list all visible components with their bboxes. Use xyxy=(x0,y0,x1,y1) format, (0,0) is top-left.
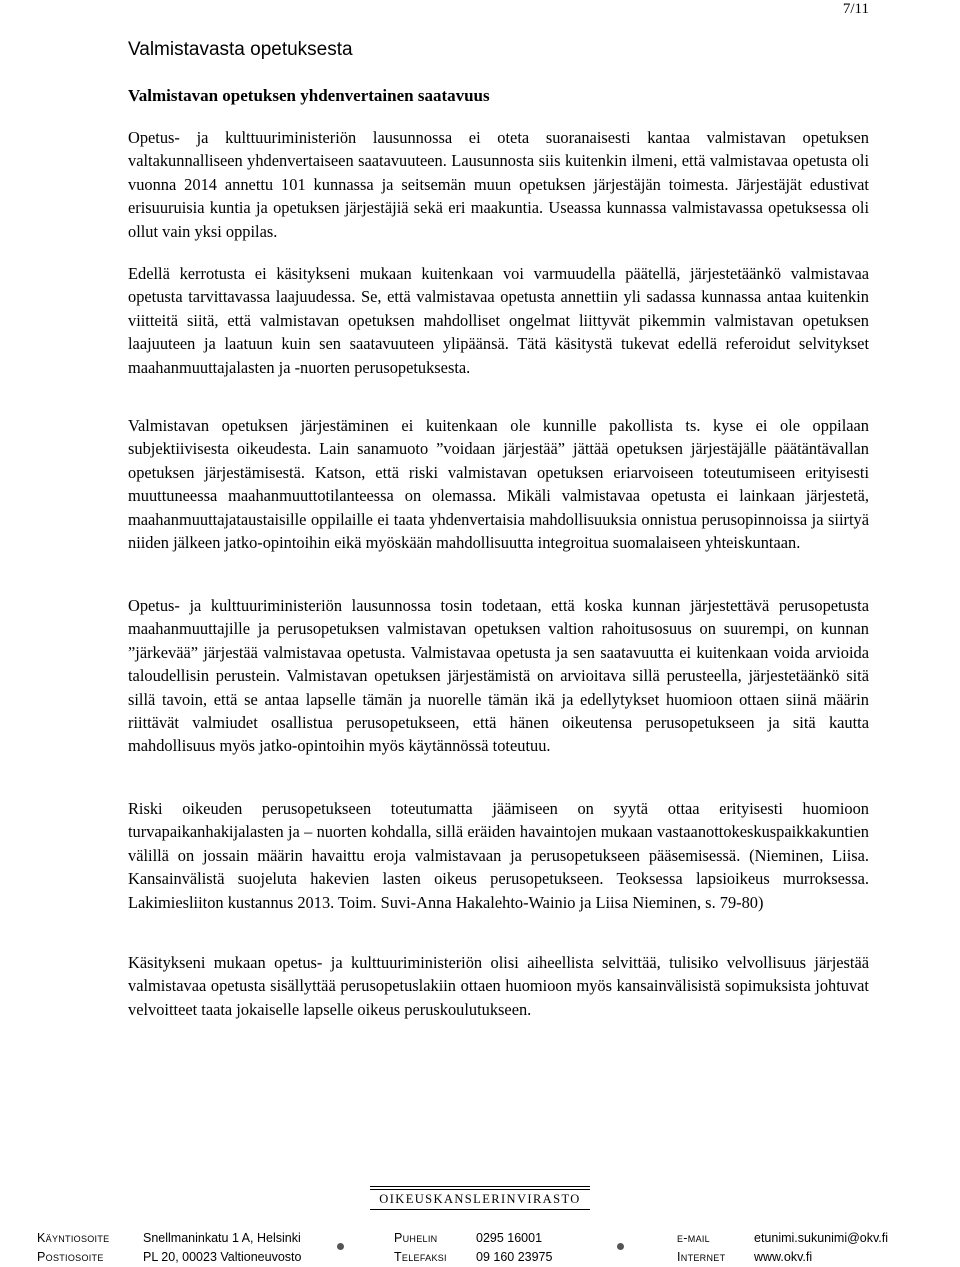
footer-contact-values xyxy=(754,1229,888,1267)
footer-address-labels xyxy=(37,1229,109,1267)
paragraph: Valmistavan opetuksen järjestäminen ei kuitenkaan ole kunnille pakollista ts. kyse ei ole oppilaan subjektiivisesta oikeudesta. Lain sanamuoto ”voidaan järjestää” jättää opetuksen järjestäjälle päätäntävallan opetuksen järjestämisestä. Katson, että riski valmistavan opetuksen eriarvoiseen toteutumiseen erityisesti muuttuneessa maahanmuuttotilanteessa on olemassa. Mikäli valmistavaa opetusta ei lainkaan järjestetä, maahanmuuttajataustaisille oppilaille ei taata yhdenvertaisia mahdollisuuksia onnistua perusopinnoissa ja siirtyä niiden jälkeen jatko-opintoihin eikä myöskään mahdollisuutta integroitua suomalaiseen yhteiskuntaan. xyxy=(128,416,869,553)
logo-text: OIKEUSKANSLERINVIRASTO xyxy=(379,1192,581,1206)
postal-address-label: Postiosoite xyxy=(37,1250,104,1264)
footer-logo xyxy=(370,1186,590,1214)
website-value[interactable]: www.okv.fi xyxy=(754,1250,813,1264)
email-value[interactable]: etunimi.sukunimi@okv.fi xyxy=(754,1231,889,1245)
phone-label: Puhelin xyxy=(394,1231,438,1245)
logo-rule xyxy=(370,1189,590,1190)
phone-value: 0295 16001 xyxy=(476,1231,543,1245)
bullet-icon xyxy=(617,1243,624,1250)
visiting-address-label: Käyntiosoite xyxy=(37,1231,110,1245)
footer-address-values xyxy=(143,1229,301,1267)
paragraph: Edellä kerrotusta ei käsitykseni mukaan kuitenkaan voi varmuudella päätellä, järjestetäänkö valmistavaa opetusta tarvittavassa laajuudessa. Se, että valmistavaa opetusta annettiin yli sadassa kunnassa antaa kuitenkin viitteitä siitä, että valmistavan opetuksen mahdolliset ongelmat liittyvät pikemmin valmistavan opetuksen laajuuteen ja laatuun kuin sen saatavuuteen ylipäänsä. Tätä käsitystä tukevat edellä referoidut selvitykset maahanmuuttajalasten ja -nuorten perusopetuksesta. xyxy=(128,264,869,377)
page-number: 7/11 xyxy=(842,1,869,17)
footer-phone-values xyxy=(476,1229,552,1267)
logo-rule xyxy=(370,1186,590,1187)
document-title: Valmistavasta opetuksesta xyxy=(128,39,353,60)
fax-value: 09 160 23975 xyxy=(476,1250,553,1264)
paragraph: Käsitykseni mukaan opetus- ja kulttuuriministeriön olisi aiheellista selvittää, tulisiko velvollisuus järjestää valmistavaa opetusta sisällyttää perusopetuslakiin ottaen huomioon myös kansainvälisistä sopimuksista johtuvat velvoitteet taata jokaiselle lapselle oikeus peruskoulutukseen. xyxy=(128,953,869,1019)
footer-phone-labels xyxy=(394,1229,447,1267)
footer xyxy=(0,1229,960,1267)
section-title: Valmistavan opetuksen yhdenvertainen saatavuus xyxy=(128,86,490,105)
postal-address-value: PL 20, 00023 Valtioneuvosto xyxy=(143,1250,302,1264)
email-label: e-mail xyxy=(677,1231,710,1245)
paragraph: Riski oikeuden perusopetukseen toteutumatta jäämiseen on syytä ottaa erityisesti huomioon turvapaikanhakijalasten ja – nuorten kohdalla, sillä eräiden havaintojen mukaan vastaanottokeskuspaikkakuntien välillä on jossain määrin havaittu eroja valmistavaan ja perusopetukseen pääsemisessä. (Nieminen, Liisa. Kansainvälistä suojeluta hakevien lasten oikeus perusopetukseen. Teoksessa lapsioikeus murroksessa. Lakimiesliiton kustannus 2013. Toim. Suvi-Anna Hakalehto-Wainio ja Liisa Nieminen, s. 79-80) xyxy=(128,799,869,912)
visiting-address-value: Snellmaninkatu 1 A, Helsinki xyxy=(143,1231,301,1245)
paragraph: Opetus- ja kulttuuriministeriön lausunnossa ei oteta suoranaisesti kantaa valmistavan opetuksen valtakunnalliseen yhdenvertaiseen saatavuuteen. Lausunnosta siis kuitenkin ilmeni, että valmistavaa opetusta oli vuonna 2014 annettu 101 kunnassa ja seitsemän muun opetuksen järjestäjän toimesta. Järjestäjät edustivat erisuuruisia kuntia ja opetuksen järjestäjiä sekä eri maakuntia. Useassa kunnassa valmistavassa opetuksessa oli ollut vain yksi oppilas. xyxy=(128,128,869,241)
logo-rule xyxy=(370,1209,590,1210)
bullet-icon xyxy=(337,1243,344,1250)
internet-label: Internet xyxy=(677,1250,726,1264)
footer-contact-labels xyxy=(677,1229,725,1267)
fax-label: Telefaksi xyxy=(394,1250,447,1264)
paragraph: Opetus- ja kulttuuriministeriön lausunnossa tosin todetaan, että koska kunnan järjestettävä perusopetusta maahanmuuttajille ja perusopetuksen valmistavan opetuksen valtion rahoitusosuus on suurempi, on kunnan ”järkevää” järjestää valmistavaa opetusta. Valmistavaa opetusta ja sen saatavuutta ei kuitenkaan voida arvioida taloudellisin perustein. Valmistavan opetuksen järjestämistä on arvioitava sillä perusteella, järjestetäänkö sitä sillä tavoin, että se antaa lapselle tämän ja nuorelle tämän ikä ja edellytykset huomioon ottaen siinä määrin riittävät valmiudet osallistua perusopetukseen, että hänen oikeutensa perusopetukseen ja sitä kautta mahdollisuus myös jatko-opintoihin myös käytännössä toteutuu. xyxy=(128,596,869,756)
